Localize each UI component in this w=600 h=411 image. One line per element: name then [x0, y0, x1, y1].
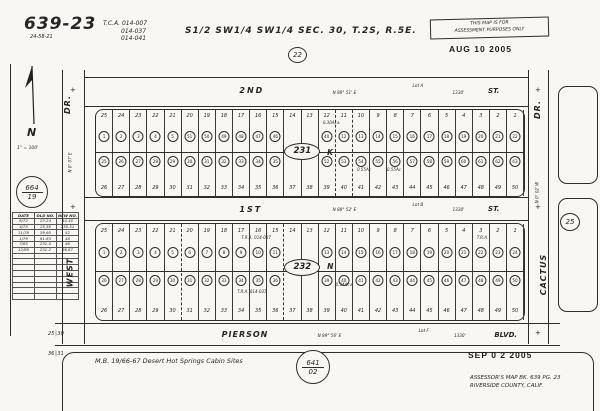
north-label: N: [27, 126, 37, 139]
block-letter: N: [327, 262, 334, 272]
second-street-name: 2ND: [239, 86, 265, 96]
revision-col-header: OLD NO.: [35, 213, 57, 219]
lot-number-top: 8: [393, 227, 397, 234]
parcel-circle: 30: [184, 156, 195, 167]
lot-number-bottom: 31: [186, 184, 193, 191]
tca-line: 014-037: [121, 27, 147, 35]
revision-cell: 231-5: [35, 241, 57, 247]
parcel-circle: 19: [424, 247, 435, 258]
parcel-circle: 48: [475, 275, 486, 286]
parcel-circle: 17: [424, 131, 435, 142]
lot-number-top: 18: [220, 227, 228, 234]
lot-number-top: 22: [152, 113, 159, 120]
parcel-circle: 50: [510, 275, 521, 286]
first-street-lot-label: Lot B: [412, 201, 424, 207]
west-dr-name: WEST: [65, 257, 75, 288]
parcel-circle: 5: [167, 247, 178, 258]
first-street-bearing: N 89° 52' E: [332, 207, 357, 213]
parcel-circle: 31: [201, 156, 212, 167]
lot-number-top: 21: [169, 227, 176, 234]
lot-number-bottom: 37: [289, 308, 296, 315]
parcel-circle: 2: [116, 247, 127, 258]
lot-number-top: 17: [237, 227, 245, 234]
lot-number-bottom: 40: [340, 184, 347, 191]
parcel-circle: 50: [201, 131, 212, 142]
parcel-circle: 40: [338, 275, 349, 286]
parcel-circle: 35: [270, 156, 281, 167]
parcel-circle: 16: [407, 131, 418, 142]
lot-number-bottom: 45: [426, 184, 433, 191]
lot-number-top: 16: [255, 227, 262, 234]
lot-number-bottom: 46: [443, 184, 450, 191]
sheet-number-text: 639-23: [24, 14, 97, 34]
parcel-circle: 24: [510, 247, 521, 258]
parcel-circle: 20: [441, 247, 452, 258]
first-street-band: [84, 197, 528, 221]
lot-number-top: 4: [462, 113, 466, 120]
parcel-circle: 63: [510, 156, 521, 167]
parcel-circle: 52: [321, 156, 332, 167]
lot-number-top: 10: [357, 113, 365, 120]
parcel-circle: 44: [407, 275, 418, 286]
lot-number-bottom: 46: [443, 308, 450, 315]
pierson-suffix: BLVD.: [494, 330, 518, 339]
adjacent-book-west: [16, 176, 48, 208]
parcel-circle: 6: [184, 247, 195, 258]
parcel-circle: 57: [407, 156, 418, 167]
parcel-circle: 49: [492, 275, 503, 286]
cactus-dr-west-line: [528, 70, 529, 344]
lot-number-bottom: 49: [494, 308, 502, 315]
cactus-dr-suffix: DR.: [533, 100, 542, 119]
lot-number-bottom: 38: [306, 308, 313, 315]
parcel-circle: 25: [99, 156, 110, 167]
acreage-note: T.R.A. 014-007: [241, 234, 271, 240]
adjacent-sheet-east: 25: [560, 213, 580, 231]
intersection-tick: +: [535, 329, 541, 337]
intersection-tick: +: [70, 86, 76, 94]
west-dr-suffix: DR.: [63, 95, 72, 114]
lot-number-bottom: 28: [135, 308, 142, 315]
parcel-circle: 30: [167, 275, 178, 286]
lot-number-bottom: 26: [100, 184, 108, 191]
parcel-circle: 27: [116, 275, 127, 286]
intersection-tick: +: [535, 86, 541, 94]
section-sw: 36: [48, 350, 55, 357]
lot-number-bottom: 39: [323, 308, 330, 315]
parcel-circle: 48: [236, 131, 247, 142]
lot-number-bottom: 33: [220, 184, 228, 191]
parcel-circle: 34: [253, 156, 264, 167]
parcel-circle: 54: [355, 156, 366, 167]
lot-number-top: 8: [393, 113, 397, 120]
lot-number-top: 1: [513, 227, 517, 234]
lot-number-top: 18: [220, 113, 228, 120]
lot-number-bottom: 34: [237, 308, 245, 315]
lot-number-top: 15: [272, 227, 279, 234]
lot-number-top: 21: [169, 113, 176, 120]
lot-number-bottom: 26: [100, 308, 108, 315]
lot-number-top: 25: [100, 227, 108, 234]
parcel-circle: 33: [218, 275, 229, 286]
parcel-circle: 18: [441, 131, 452, 142]
revision-cell: 52: [57, 230, 79, 236]
parcel-circle: 15: [390, 131, 401, 142]
section-ne: 30: [57, 331, 64, 337]
block-231: [95, 109, 525, 197]
parcel-circle: 46: [441, 275, 452, 286]
pierson-lot-label: Lot F: [418, 327, 429, 333]
sheet-number: [24, 14, 96, 40]
parcel-circle: 35: [253, 275, 264, 286]
acreage-note: T.R.A. 014-037: [237, 289, 267, 295]
parcel-circle: 56: [390, 156, 401, 167]
revision-cell: 11/78: [13, 230, 35, 236]
lot-number-top: 12: [323, 227, 330, 234]
revision-cell: 12/99: [13, 247, 35, 253]
revision-cell: 6/72: [13, 218, 35, 224]
parcel-circle: 13: [355, 131, 366, 142]
revision-cell: 48: [57, 236, 79, 242]
revision-col-header: NEW NO.: [58, 212, 78, 218]
parcel-circle: 61: [475, 156, 486, 167]
lot-number-bottom: 49: [494, 184, 502, 191]
first-street-suffix: ST.: [488, 205, 500, 214]
parcel-circle: 49: [218, 131, 229, 142]
lot-number-top: 14: [289, 227, 296, 234]
lot-number-top: 3: [479, 113, 483, 120]
revision-cell: 59,60: [35, 230, 57, 236]
second-street-bearing: N 89° 51' E: [332, 89, 357, 95]
parcel-circle: 23: [492, 247, 503, 258]
block-letter: K: [327, 147, 333, 157]
parcel-circle: 19: [458, 131, 469, 142]
parcel-circle: 45: [424, 275, 435, 286]
parcel-circle: 32: [218, 156, 229, 167]
parcel-circle: 13: [321, 247, 332, 258]
lot-number-top: 24: [118, 227, 125, 234]
adjacent-sheet-north: 22: [288, 47, 307, 63]
revision-cell: 23-24: [35, 218, 57, 224]
lot-number-top: 11: [340, 227, 347, 234]
revision-cell: 44-45: [57, 218, 79, 224]
parcel-circle: 28: [150, 156, 161, 167]
lot-number-top: 4: [462, 227, 466, 234]
assessor-note-line: RIVERSIDE COUNTY, CALIF.: [470, 383, 544, 390]
pierson-length: 1330': [453, 332, 466, 338]
parcel-circle: 55: [373, 156, 384, 167]
lot-number-top: 13: [306, 113, 313, 120]
parcel-circle: 36: [270, 275, 281, 286]
parcel-circle: 26: [116, 156, 127, 167]
revision-cell: 1/79: [13, 236, 35, 242]
lot-number-top: 17: [237, 113, 245, 120]
lot-number-top: 13: [306, 227, 313, 234]
date-stamp-top: AUG 10 2005: [449, 44, 512, 54]
cactus-dr-east-line: [548, 70, 549, 344]
pierson-blvd-band: [55, 323, 560, 346]
lot-number-bottom: 42: [374, 184, 382, 191]
parcel-circle: 21: [492, 131, 503, 142]
second-street-lot-label: Lot A: [412, 83, 424, 89]
revision-cell: [13, 294, 35, 300]
lot-number-bottom: 28: [135, 184, 142, 191]
lot-number-bottom: 44: [409, 184, 416, 191]
parcel-circle: 17: [390, 247, 401, 258]
section-corner-numbers: 25│30 36│31: [48, 331, 64, 357]
parcel-circle: 15: [355, 247, 366, 258]
lot-number-bottom: 41: [357, 184, 365, 191]
revision-cell: 66,67: [57, 247, 79, 253]
second-street-band: [84, 77, 528, 107]
section-nw: 25: [48, 331, 55, 337]
lot-number-top: 16: [255, 113, 262, 120]
cactus-dr-bearing: N 0° 02' W: [534, 181, 540, 204]
parcel-circle: 58: [424, 156, 435, 167]
lot-number-bottom: 48: [477, 184, 484, 191]
map-title: S1/2 SW1/4 SW1/4 SEC. 30, T.2S, R.5E.: [185, 26, 417, 36]
lot-number-bottom: 36: [272, 308, 279, 315]
lot-number-top: 20: [186, 227, 193, 234]
revision-cell: [35, 294, 57, 300]
lot-number-top: 9: [376, 113, 380, 120]
acreage-note: T.R.A.: [476, 234, 489, 240]
revision-row: [13, 230, 79, 236]
parcel-circle: 47: [253, 131, 264, 142]
revision-row: [13, 294, 79, 300]
lot-number-bottom: 38: [306, 184, 313, 191]
lot-number-bottom: 32: [203, 308, 210, 315]
second-street-suffix: ST.: [488, 86, 500, 95]
tca-block: [103, 20, 147, 43]
parcel-circle: 29: [167, 156, 178, 167]
revision-cell: 230-51: [57, 224, 79, 230]
parcel-circle: 18: [407, 247, 418, 258]
lot-number-bottom: 36: [272, 184, 279, 191]
parcel-circle: 20: [475, 131, 486, 142]
stamp-line: ASSESSMENT PURPOSES ONLY: [454, 26, 525, 34]
date-stamp-bottom: SEP 0 2 2005: [468, 350, 533, 360]
parcel-circle: 14: [373, 131, 384, 142]
acreage-note: 0.30Ac±: [322, 120, 341, 126]
book-number: 664: [25, 183, 39, 192]
acreage-note: 0.55Ac: [387, 166, 401, 172]
pierson-name: PIERSON: [221, 330, 269, 340]
assessor-note-line: ASSESSOR'S MAP BK. 639 PG. 23: [470, 375, 561, 381]
parcel-circle: 14: [338, 247, 349, 258]
lot-number-top: 10: [357, 227, 365, 234]
assessment-purpose-stamp: [430, 16, 549, 39]
parcel-circle: 60: [458, 156, 469, 167]
parcel-circle: 11: [270, 247, 281, 258]
parcel-circle: 34: [236, 275, 247, 286]
revision-col-header: DATE: [13, 213, 35, 219]
lot-number-top: 5: [444, 227, 449, 234]
lot-number-top: 11: [340, 113, 347, 120]
revision-cell: 25,56: [35, 224, 57, 230]
lot-number-top: 1: [513, 113, 517, 120]
revision-cell: 46: [57, 241, 79, 247]
lot-number-bottom: 45: [426, 308, 433, 315]
lot-number-bottom: 48: [477, 308, 484, 315]
lot-number-top: 25: [100, 113, 108, 120]
parcel-circle: 31: [184, 275, 195, 286]
parcel-circle: 39: [321, 275, 332, 286]
lot-number-top: 5: [444, 113, 449, 120]
parcel-circle: 43: [390, 275, 401, 286]
parcel-circle: 40: [321, 131, 332, 142]
parcel-circle: 10: [253, 247, 264, 258]
adjacent-book-south: [296, 350, 330, 384]
lot-number-top: 19: [203, 113, 210, 120]
lot-number-bottom: 43: [392, 184, 399, 191]
adjacent-parcel-outline: [558, 198, 598, 312]
lot-number-bottom: 37: [289, 184, 296, 191]
parcel-circle: 62: [492, 156, 503, 167]
parcel-circle: 12: [338, 131, 349, 142]
lot-number-bottom: 40: [340, 308, 347, 315]
page-number: 19: [22, 192, 43, 201]
parcel-circle: 5: [167, 131, 178, 142]
lot-number-bottom: 35: [255, 184, 262, 191]
parcel-circle: 41: [355, 275, 366, 286]
revision-cell: 231-2: [35, 247, 57, 253]
parcel-circle: 21: [458, 247, 469, 258]
parcel-circle: 28: [133, 275, 144, 286]
lot-number-bottom: 34: [237, 184, 245, 191]
revision-cell: 7/85: [13, 241, 35, 247]
lot-number-top: 2: [496, 227, 500, 234]
assessor-note: [470, 374, 560, 391]
lot-number-top: 23: [135, 113, 142, 120]
lot-number-top: 9: [376, 227, 380, 234]
sheet-subnumber: 24-58-21: [30, 34, 53, 40]
lot-number-bottom: 50: [511, 308, 519, 315]
tca-line: T.C.A. 014-007: [103, 20, 148, 27]
cactus-dr-name: CACTUS: [539, 253, 549, 296]
lot-number-bottom: 30: [169, 308, 176, 315]
parcel-circle: 47: [458, 275, 469, 286]
lot-number-bottom: 50: [511, 184, 519, 191]
parcel-circle: 9: [236, 247, 247, 258]
lot-number-bottom: 42: [374, 308, 382, 315]
lot-number-top: 12: [323, 113, 330, 120]
parcel-circle: 42: [373, 275, 384, 286]
lot-number-bottom: 30: [169, 184, 176, 191]
lot-number-top: 6: [427, 227, 432, 234]
parcel-circle: 8: [218, 247, 229, 258]
lot-number-bottom: 29: [152, 308, 159, 315]
block-number-oval: 231: [284, 143, 320, 160]
lot-number-top: 2: [496, 113, 500, 120]
block-232: [95, 223, 525, 321]
lot-number-bottom: 27: [118, 308, 125, 315]
tca-line: 014-041: [121, 35, 147, 42]
lot-number-top: 14: [289, 113, 296, 120]
revision-cell: 4/75: [13, 224, 35, 230]
parcel-circle: 29: [150, 275, 161, 286]
lot-number-bottom: 33: [220, 308, 228, 315]
west-dr-bearing: N 0° 07' E: [67, 152, 73, 173]
second-street-length: 1330': [452, 89, 465, 95]
intersection-tick: +: [70, 203, 76, 211]
page-edge-line: [10, 64, 11, 336]
lot-number-top: 23: [135, 227, 142, 234]
parcel-circle: 22: [510, 131, 521, 142]
lot-number-top: 19: [203, 227, 210, 234]
lot-number-bottom: 39: [323, 184, 330, 191]
parcel-circle: 22: [475, 247, 486, 258]
parcel-circle: 16: [373, 247, 384, 258]
parcel-circle: 1: [99, 131, 110, 142]
lot-number-bottom: 27: [118, 184, 125, 191]
acreage-note: 0.34Ac±: [335, 281, 353, 287]
parcel-circle: 3: [133, 247, 144, 258]
lot-number-top: 7: [410, 227, 414, 234]
north-arrow-icon: [20, 60, 46, 126]
book-number: 641: [306, 358, 320, 367]
map-book-note: M.B. 19/66-67 Desert Hot Springs Cabin Sites: [95, 357, 243, 365]
parcel-circle: 46: [270, 131, 281, 142]
pierson-bearing: N 89° 56' E: [317, 332, 342, 338]
parcel-circle: 59: [441, 156, 452, 167]
first-street-length: 1330': [452, 207, 465, 213]
parcel-circle: 27: [133, 156, 144, 167]
lot-number-top: 3: [479, 227, 483, 234]
parcel-circle: 4: [150, 247, 161, 258]
page-number: 02: [302, 367, 324, 376]
acreage-note: 0.55Ac: [357, 166, 371, 172]
revision-cell: [57, 294, 79, 300]
parcel-circle: 1: [99, 247, 110, 258]
adjacent-parcel-outline: [558, 86, 598, 184]
lot-number-top: 7: [410, 113, 414, 120]
lot-number-top: 24: [118, 113, 125, 120]
parcel-circle: 4: [150, 131, 161, 142]
parcel-circle: 53: [338, 156, 349, 167]
section-se: 31: [57, 350, 64, 357]
lot-number-bottom: 31: [186, 308, 193, 315]
lot-number-bottom: 32: [203, 184, 210, 191]
lot-number-top: 20: [186, 113, 193, 120]
lot-number-bottom: 41: [357, 308, 365, 315]
parcel-circle: 32: [201, 275, 212, 286]
parcel-circle: 26: [99, 275, 110, 286]
revision-cell: 61-63: [35, 236, 57, 242]
lot-number-bottom: 47: [460, 308, 467, 315]
lot-number-top: 6: [427, 113, 432, 120]
lot-number-bottom: 29: [152, 184, 159, 191]
intersection-tick: +: [535, 203, 541, 211]
parcel-circle: 33: [236, 156, 247, 167]
parcel-circle: 51: [184, 131, 195, 142]
lot-number-bottom: 35: [255, 308, 262, 315]
scale-label: 1" = 100': [17, 146, 39, 151]
first-street-name: 1ST: [239, 204, 263, 214]
parcel-circle: 7: [201, 247, 212, 258]
lot-number-top: 15: [272, 113, 279, 120]
lot-number-bottom: 43: [392, 308, 399, 315]
block-number-oval: 232: [284, 259, 320, 276]
parcel-circle: 3: [133, 131, 144, 142]
lot-number-top: 22: [152, 227, 159, 234]
parcel-circle: 2: [116, 131, 127, 142]
lot-number-bottom: 47: [460, 184, 467, 191]
stamp-line: THIS MAP IS FOR: [470, 20, 509, 27]
lot-number-bottom: 44: [409, 308, 416, 315]
